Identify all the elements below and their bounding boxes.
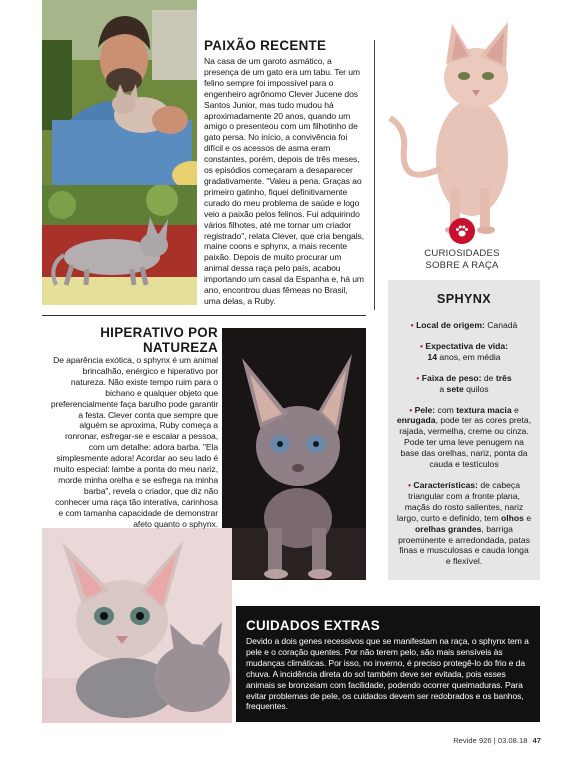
title-line-1: HIPERATIVO POR (100, 325, 218, 340)
fact-origin: • Local de origem: Canadá (410, 320, 518, 330)
paw-icon (449, 218, 475, 244)
photo-cat-on-wall (42, 185, 197, 305)
fact-traits: • Características: de cabeça triangular com a fronte plana, maçãs do rosto salientes, nariz largo, curto e definido, tem olhos e orelhas grandes, barriga proeminente e arredondada, patas finas e musculosas e cauda longa e flexível. (396, 479, 532, 567)
weight-end: quilos (466, 383, 489, 394)
footer-date: 03.08.18 (497, 736, 528, 745)
section-body-paixao: Na casa de um garoto asmático, a presença de um gato era um tabu. Ter um felino sempre foi impossível para o engenheiro agrônomo Clever Jucene dos Santos Junior, mas tudo mudou há aproximadamente 20 anos, quando um amigo o presenteou com um filhotinho de gato persa. No início, a convivência foi difícil e os acessos de asma eram constantes, porém, depois de três meses, os episódios começaram a desaparecer gradativamente. "Valeu a pena. Graças ao primeiro gatinho, fiquei definitivamente curado do meu problema de saúde e logo veio a paixão pelos felinos. Fui adquirindo vários filhotes, até me tornar um criador registrado", relata Clever, que cria bengals, maine coons e sphynx, a mais recente paixão. Depois de muito procurar um animal dessa raça pelo país, acabou importando um casal da Espanha e, há um ano, encontrou duas fêmeas no Brasil, uma delas, a Ruby. (204, 56, 365, 306)
life-label: Expectativa de vida: (425, 340, 509, 351)
weight-a: a (439, 383, 445, 394)
care-title: CUIDADOS EXTRAS (246, 618, 380, 633)
traits-t1: de cabeça triangular com a fronte plana, maçãs do rosto salientes, nariz largo, curto e definido, tem (396, 479, 524, 523)
photo-sphynx-standing (380, 8, 540, 236)
footer (453, 736, 541, 745)
weight-b2: sete (446, 383, 464, 394)
footer-separator: | (493, 736, 496, 745)
fact-life: • Expectativa de vida: 14 anos, em média (419, 340, 509, 362)
photo-man-with-cat (42, 0, 197, 185)
curiosities-line-2: SOBRE A RAÇA (425, 259, 499, 271)
photo-sphynx-kittens (42, 528, 232, 723)
traits-label: Características: (413, 479, 478, 490)
skin-b1: textura macia (456, 404, 512, 415)
care-box (236, 606, 540, 722)
skin-b2: enrugada (396, 415, 436, 426)
weight-b1: três (495, 372, 512, 383)
skin-t2: e (514, 404, 519, 415)
sidebar-box (388, 280, 540, 580)
care-body: Devido a dois genes recessivos que se manifestam na raça, o sphynx tem a pele e o coração quentes. Por não terem pelo, são mais sensíveis às mudanças climáticas. Por isso, no inverno, é preciso protegê-lo do frio e da chuva. A incidência direta do sol também deve ser evitada, pois esses animais se bronzeiam com facilidade, podendo ocorrer queimaduras. Para evitar problemas de pele, os cuidados devem ser redobrados e os banhos, frequentes. (246, 636, 529, 712)
divider-line (42, 315, 366, 316)
skin-t3: , pode ter as cores preta, rajada, vermelha, creme ou cinza. Pode ter uma leve penugem na base das orelhas, nariz, ponta da cauda e testículos (399, 415, 532, 470)
section-title-hiperativo (88, 325, 218, 355)
skin-t1: com (437, 404, 454, 415)
section-body-hiperativo: De aparência exótica, o sphynx é um animal brincalhão, enérgico e hiperativo por natureza. Não existe tempo ruim para o bichano e qualquer objeto que preferencialmente faça barulho pode garantir a festa. Clever conta que sempre que alguém se aproxima, Ruby começa a ronronar, esfregar-se e escalar a pessoa, com um detalhe: adora barba. "Ela simplesmente adora! Acordar ao seu lado é muito especial: lambe a ponta do meu nariz, morde minha orelha e se esfrega na minha barba", revela o criador, que diz não conhecer uma raça tão interativa, carinhosa e com tamanha capacidade de demonstrar afeto quanto o sphynx. (50, 355, 218, 529)
origin-label: Local de origem: (416, 320, 485, 330)
vertical-divider (374, 40, 375, 310)
photo-sphynx-dark (222, 328, 366, 580)
traits-t3: , barriga proeminente e arredondada, patas finas e musculosas e cauda longa e flexível. (398, 523, 530, 567)
section-title-paixao: PAIXÃO RECENTE (204, 38, 327, 53)
traits-b1: olhos (501, 512, 524, 523)
traits-b2: orelhas grandes (415, 523, 482, 534)
footer-magazine: Revide 926 (453, 736, 492, 745)
curiosities-line-1: CURIOSIDADES (424, 248, 500, 259)
fact-weight: • Faixa de peso: de três a sete quilos (416, 372, 512, 394)
title-line-2: NATUREZA (142, 340, 218, 355)
curiosities-label (412, 248, 512, 271)
traits-t2: e (526, 512, 532, 523)
weight-label: Faixa de peso: (421, 372, 482, 383)
skin-label: Pele: (414, 404, 436, 415)
curiosities-header (412, 218, 512, 271)
life-rest: anos, em média (439, 351, 501, 362)
sidebar-title: SPHYNX (436, 292, 492, 306)
footer-page: 47 (532, 736, 541, 745)
fact-skin: • Pele: com textura macia e enrugada, pode ter as cores preta, rajada, vermelha, creme ou cinza. Pode ter uma leve penugem na base das orelhas, nariz, ponta da cauda e testículos (396, 404, 532, 470)
weight-mid: de (483, 372, 494, 383)
origin-value: Canadá (487, 320, 518, 330)
life-bold: 14 (427, 351, 437, 362)
